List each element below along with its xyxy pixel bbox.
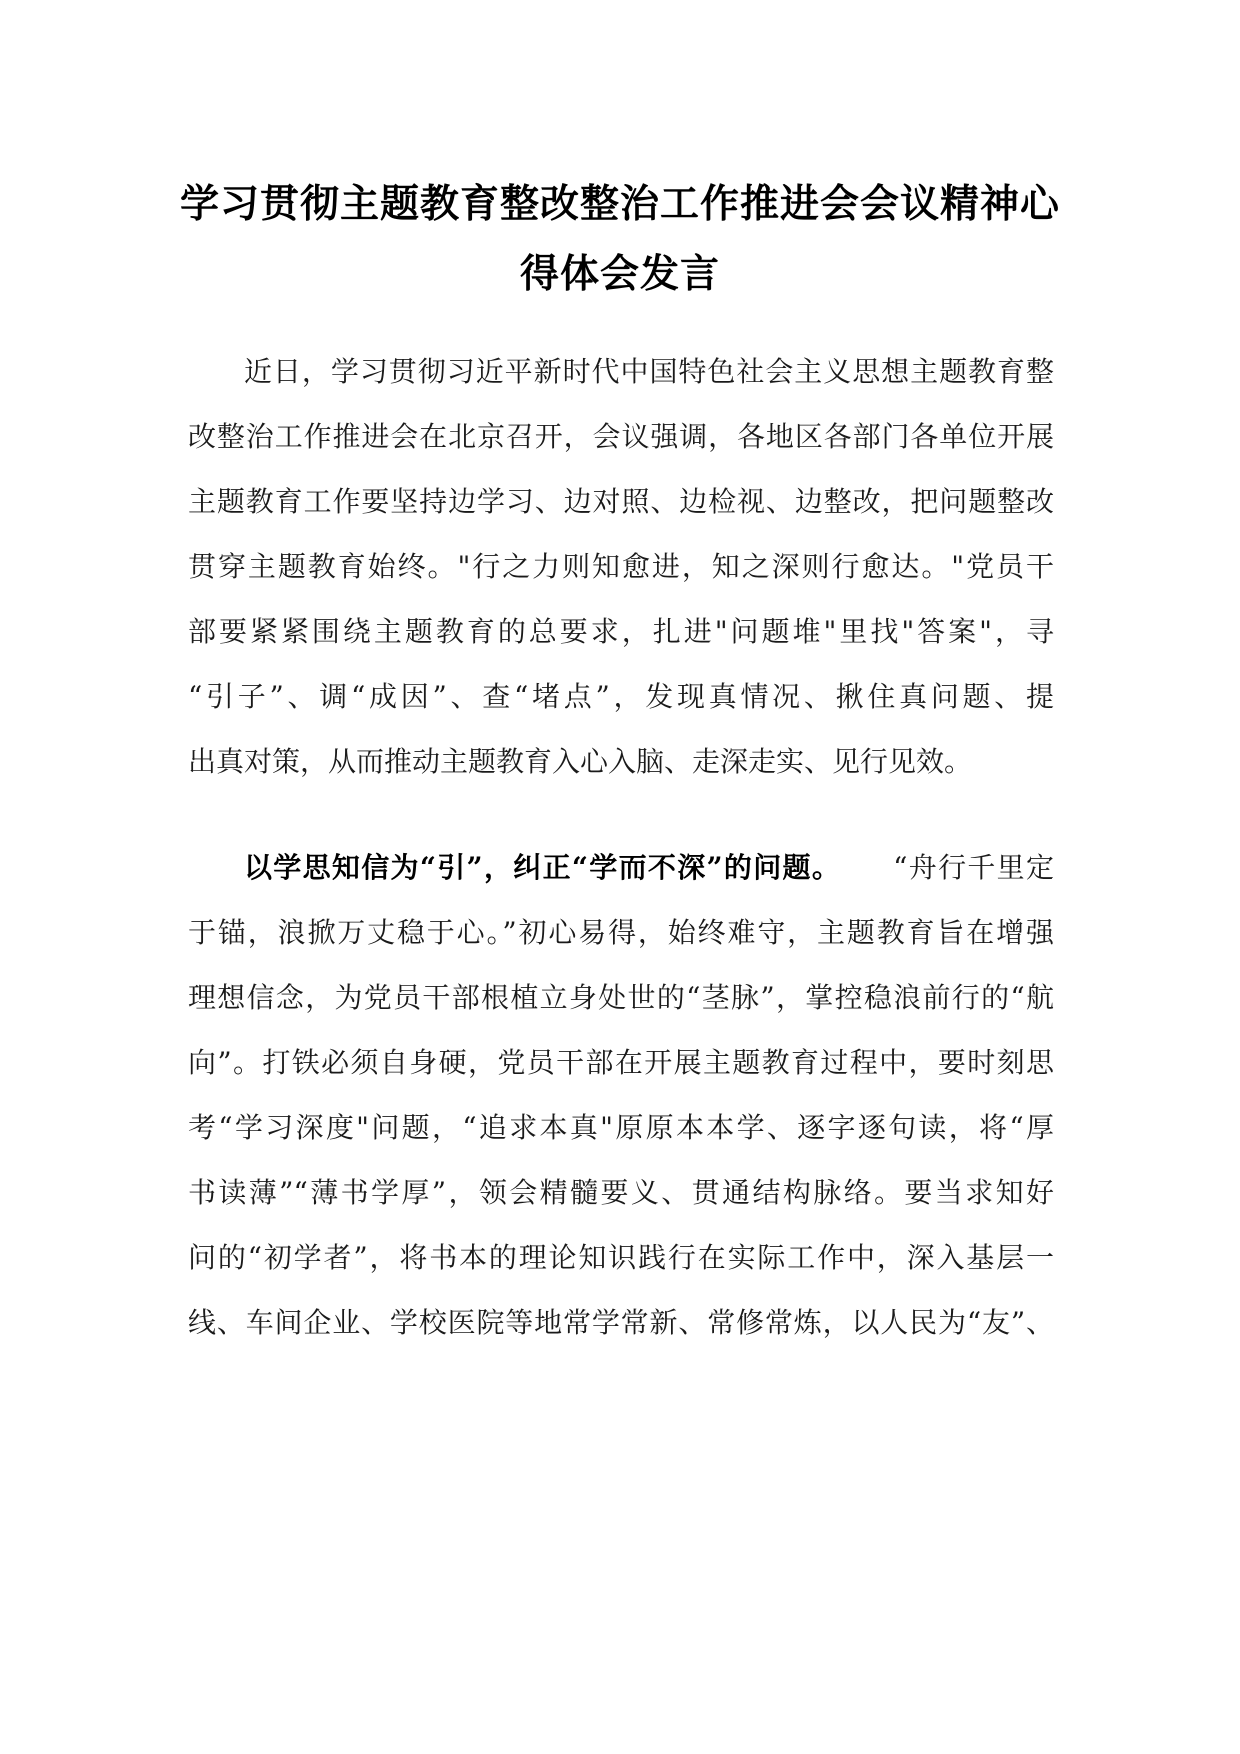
paragraph-2-line: 向”。打铁必须自身硬，党员干部在开展主题教育过程中，要时刻思 (188, 1046, 1054, 1079)
paragraph-1-line: 出真对策，从而推动主题教育入心入脑、走深走实、见行见效。 (188, 745, 973, 778)
paragraph-2-first-line (244, 848, 1054, 888)
paragraph-1-line: “引子”、调“成因”、查“堵点”，发现真情况、揪住真问题、提 (188, 680, 1054, 713)
paragraph-1-line: 改整治工作推进会在北京召开，会议强调，各地区各部门各单位开展 (188, 420, 1054, 453)
paragraph-1-line: 部要紧紧围绕主题教育的总要求，扎进"问题堆"里找"答案"，寻 (188, 615, 1054, 648)
paragraph-2-heading: 以学思知信为“引”，纠正“学而不深”的问题。 (244, 851, 842, 884)
paragraph-2-line: 问的“初学者”，将书本的理论知识践行在实际工作中，深入基层一 (188, 1241, 1054, 1274)
document-title-line-1: 学习贯彻主题教育整改整治工作推进会会议精神心 (179, 181, 1060, 227)
paragraph-2-line: 于锚，浪掀万丈稳于心。”初心易得，始终难守，主题教育旨在增强 (188, 916, 1054, 949)
paragraph-2-first-line-text: “舟行千里定 (893, 851, 1054, 884)
paragraph-1-line: 贯穿主题教育始终。"行之力则知愈进，知之深则行愈达。"党员干 (188, 550, 1054, 583)
paragraph-2-line: 书读薄”“薄书学厚”，领会精髓要义、贯通结构脉络。要当求知好 (188, 1176, 1054, 1209)
paragraph-2-line: 考“学习深度"问题，“追求本真"原原本本学、逐字逐句读，将“厚 (188, 1111, 1054, 1144)
paragraph-2-line: 理想信念，为党员干部根植立身处世的“茎脉”，掌控稳浪前行的“航 (188, 981, 1054, 1014)
paragraph-1-line: 近日，学习贯彻习近平新时代中国特色社会主义思想主题教育整 (244, 355, 1054, 388)
document-title-line-2: 得体会发言 (519, 251, 720, 297)
paragraph-2-line: 线、车间企业、学校医院等地常学常新、常修常炼，以人民为“友”、 (188, 1306, 1054, 1339)
paragraph-1-line: 主题教育工作要坚持边学习、边对照、边检视、边整改，把问题整改 (188, 485, 1054, 518)
